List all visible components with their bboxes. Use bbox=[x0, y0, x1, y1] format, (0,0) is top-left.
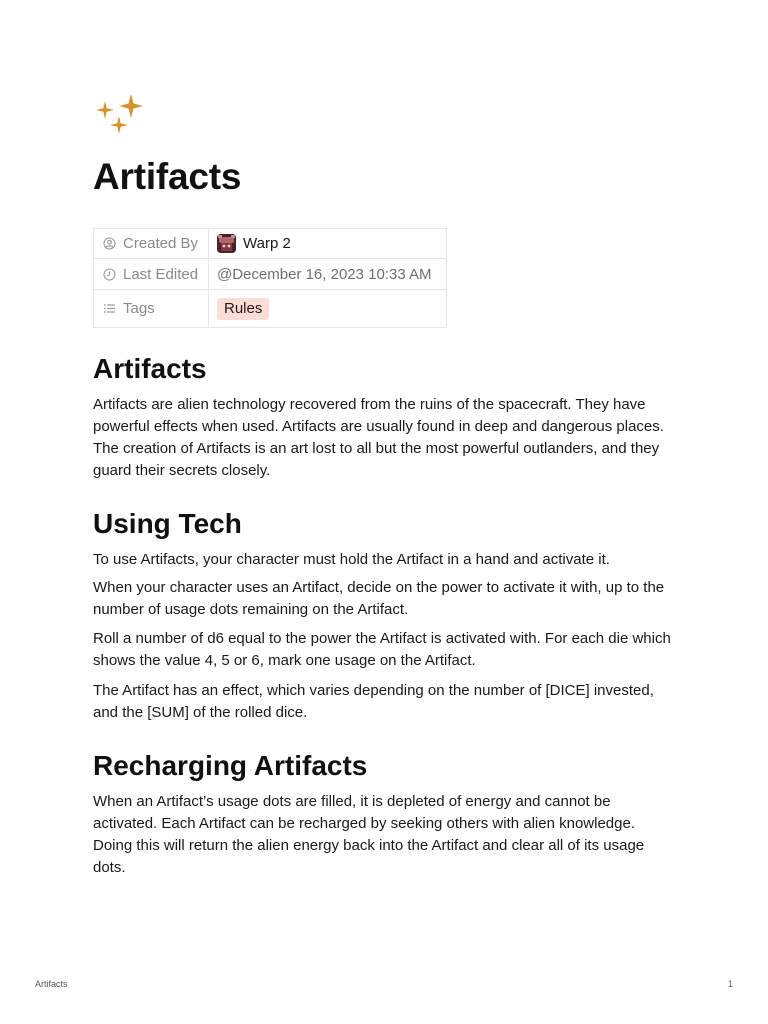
last-edited-value: @December 16, 2023 10:33 AM bbox=[217, 265, 432, 283]
property-tags bbox=[94, 290, 447, 328]
clock-icon bbox=[103, 268, 116, 281]
paragraph: When an Artifact’s usage dots are filled, it is depleted of energy and cannot be activated. Each Artifact can be recharged by seeking others with alien knowledge. Doing this will return the alien energy back into the Artifact and clear all of its usage dots. bbox=[93, 793, 645, 876]
list-icon bbox=[103, 302, 116, 315]
person-circle-icon bbox=[103, 237, 116, 250]
footer-page-number: 1 bbox=[727, 979, 733, 989]
properties-table bbox=[93, 228, 447, 328]
tags-label: Tags bbox=[123, 300, 155, 317]
section-heading-using-tech: Using Tech bbox=[93, 508, 242, 539]
sparkles-icon bbox=[96, 93, 146, 135]
created-by-value[interactable]: Warp 2 bbox=[243, 235, 291, 252]
paragraph: When your character uses an Artifact, decide on the power to activate it with, up to the number of usage dots remaining on the Artifact. bbox=[93, 579, 665, 618]
footer-doc-title: Artifacts bbox=[35, 979, 68, 989]
page-title: Artifacts bbox=[93, 156, 242, 197]
section-heading-artifacts: Artifacts bbox=[93, 353, 207, 384]
avatar[interactable] bbox=[217, 234, 236, 253]
paragraph: To use Artifacts, your character must hold the Artifact in a hand and activate it. bbox=[93, 551, 610, 568]
last-edited-label: Last Edited bbox=[123, 265, 199, 283]
paragraph: The Artifact has an effect, which varies depending on the number of [DICE] invested, and the [SUM] of the rolled dice. bbox=[93, 682, 654, 721]
created-by-label: Created By bbox=[123, 235, 199, 252]
paragraph: Artifacts are alien technology recovered from the ruins of the spacecraft. They have powerful effects when used. Artifacts are usually found in deep and dangerous places. The creation of Artifacts is an art lost to all but the most powerful outlanders, and they guard their secrets closely. bbox=[93, 396, 664, 479]
paragraph: Roll a number of d6 equal to the power the Artifact is activated with. For each die which shows the value 4, 5 or 6, mark one usage on the Artifact. bbox=[93, 630, 671, 669]
property-last-edited bbox=[94, 259, 447, 290]
section-heading-recharging-artifacts: Recharging Artifacts bbox=[93, 750, 368, 781]
property-created-by bbox=[94, 229, 447, 259]
tag-rules[interactable]: Rules bbox=[217, 298, 269, 320]
